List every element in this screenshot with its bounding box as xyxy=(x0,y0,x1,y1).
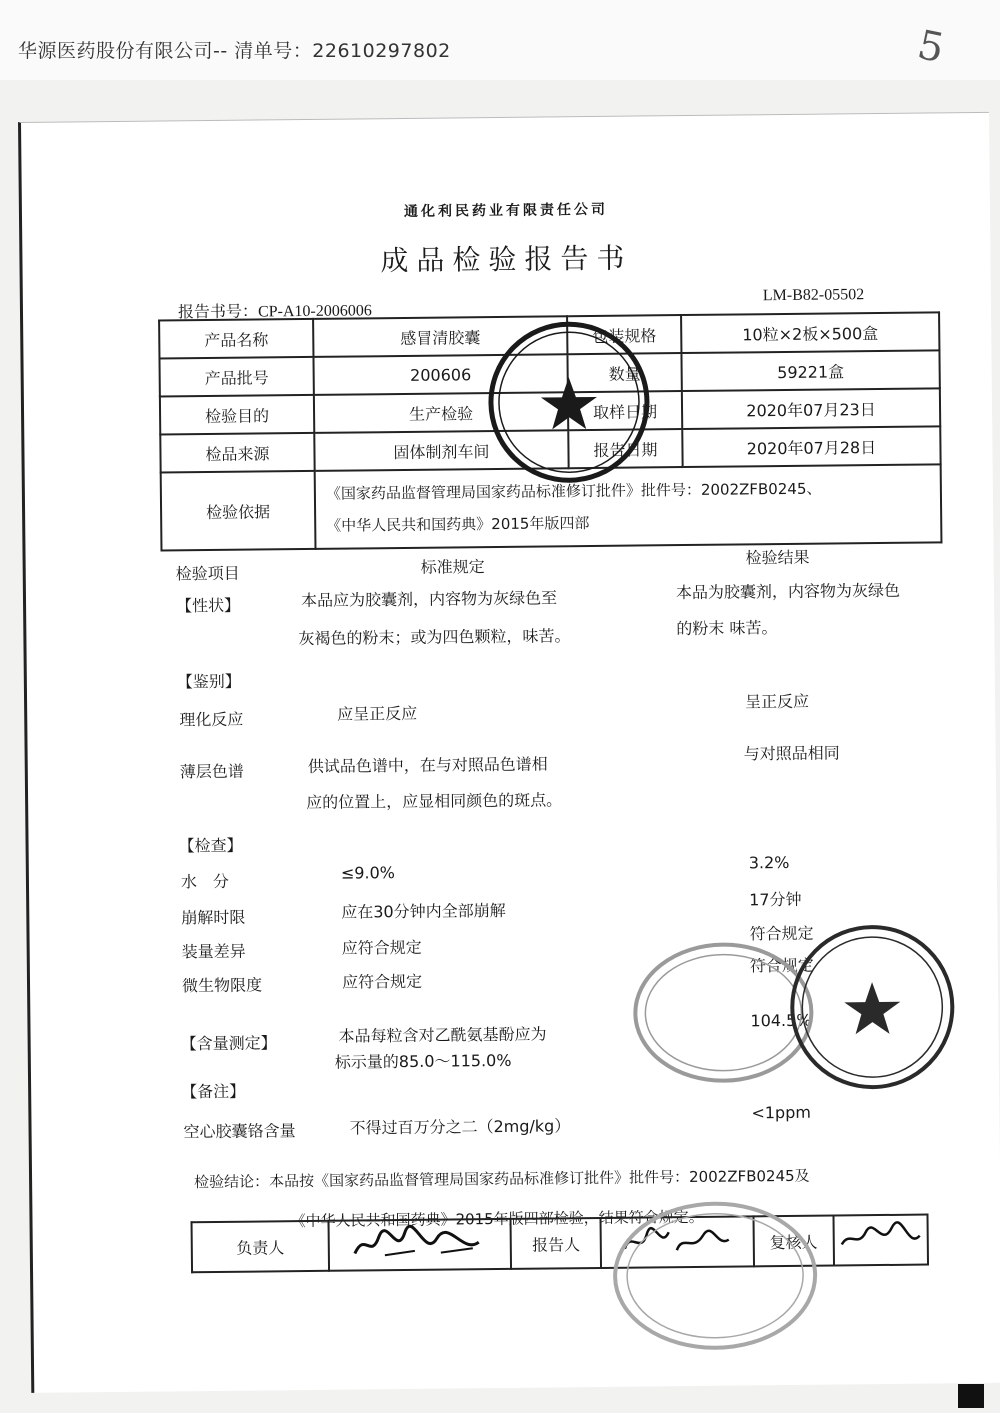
item-name: 薄层色谱 xyxy=(179,761,244,782)
standard-text: 应符合规定 xyxy=(341,937,422,958)
sample-source: 固体制剂车间 xyxy=(314,430,568,471)
cell-label: 检验依据 xyxy=(161,471,316,551)
standard-text: 应的位置上，应显相同颜色的斑点。 xyxy=(306,790,563,813)
report-number-value: CP-A10-2006006 xyxy=(257,302,372,321)
section-checks: 【检查】 xyxy=(178,835,243,856)
cell-label: 检品来源 xyxy=(160,433,314,473)
result-text: 符合规定 xyxy=(749,923,814,944)
inspection-purpose: 生产检验 xyxy=(314,392,568,433)
standard-text: 灰褐色的粉末；或为四色颗粒，味苦。 xyxy=(298,626,571,649)
basis-line: 《中华人民共和国药典》2015年版四部 xyxy=(326,514,590,535)
cell-label: 包装规格 xyxy=(567,315,681,354)
issuing-company: 通化利民药业有限责任公司 xyxy=(403,201,609,220)
cell-label: 报告日期 xyxy=(568,429,682,468)
product-name: 感冒清胶囊 xyxy=(313,316,567,357)
top-header-bar xyxy=(0,0,1000,80)
result-text: 的粉末 味苦。 xyxy=(676,618,778,639)
item-name: 水 分 xyxy=(180,871,230,892)
standard-text: 应呈正反应 xyxy=(337,703,418,724)
item-name: 空心胶囊铬含量 xyxy=(183,1121,296,1142)
item-name: 理化反应 xyxy=(179,709,244,730)
standard-text: 标示量的85.0～115.0% xyxy=(334,1050,512,1072)
list-label: 清单号： xyxy=(234,40,313,62)
standard-text: 应在30分钟内全部崩解 xyxy=(341,900,506,922)
cell-label: 检验目的 xyxy=(160,395,314,435)
cell-label: 产品名称 xyxy=(159,319,313,359)
reporter-label: 报告人 xyxy=(511,1218,601,1269)
result-text: 104.5% xyxy=(750,1010,812,1031)
column-header-item: 检验项目 xyxy=(175,563,240,584)
sample-date: 2020年07月23日 xyxy=(682,388,940,429)
cell-label: 产品批号 xyxy=(159,357,313,397)
result-text: 本品为胶囊剂，内容物为灰绿色 xyxy=(675,580,901,603)
batch-number: 200606 xyxy=(313,354,567,395)
reviewer-label: 复核人 xyxy=(753,1216,834,1267)
result-text: 符合规定 xyxy=(749,955,814,976)
standard-text: 供试品色谱中，在与对照品色谱相 xyxy=(307,754,548,777)
item-name: 微生物限度 xyxy=(181,975,263,996)
list-number: 22610297802 xyxy=(312,40,451,62)
result-text: <1ppm xyxy=(751,1102,811,1123)
column-header-result: 检验结果 xyxy=(745,547,810,568)
result-text: 呈正反应 xyxy=(745,691,810,712)
conclusion-line: 《中华人民共和国药典》2015年版四部检验，结果符合规定。 xyxy=(290,1207,704,1231)
handwritten-page-number: 5 xyxy=(913,21,948,73)
standard-text: ≤9.0% xyxy=(340,863,396,883)
report-number-label: 报告书号： xyxy=(177,303,259,322)
quality-inspection-seal xyxy=(483,316,655,488)
standard-text: 不得过百万分之二（2mg/kg） xyxy=(349,1116,571,1138)
quality-management-seal xyxy=(604,1195,826,1357)
reviewer-signature xyxy=(833,1215,928,1266)
company-label: 华源医药股份有限公司-- xyxy=(18,40,228,62)
result-text: 17分钟 xyxy=(749,889,802,910)
handwritten-signature-icon xyxy=(836,1218,926,1259)
report-sheet xyxy=(18,112,1000,1393)
section-properties: 【性状】 xyxy=(175,595,241,616)
conclusion-line: 检验结论：本品按《国家药品监督管理局国家药品标准修订批件》批件号：2002ZFB0245及 xyxy=(194,1166,810,1192)
standard-text: 应符合规定 xyxy=(341,971,423,992)
responsible-signature xyxy=(329,1219,512,1271)
basis-line: 《国家药品监督管理局国家药品标准修订批件》批件号：2002ZFB0245、 xyxy=(325,479,822,503)
section-assay: 【含量测定】 xyxy=(180,1033,277,1054)
item-name: 装量差异 xyxy=(181,941,246,962)
report-date: 2020年07月28日 xyxy=(682,426,940,467)
section-notes: 【备注】 xyxy=(181,1081,246,1102)
scan-edge-mark xyxy=(958,1384,984,1408)
cell-label: 取样日期 xyxy=(568,391,682,430)
standard-text: 本品每粒含对乙酰氨基酚应为 xyxy=(338,1024,547,1046)
page-title: 成品检验报告书 xyxy=(380,241,633,278)
column-header-standard: 标准规定 xyxy=(420,557,485,577)
result-text: 与对照品相同 xyxy=(743,743,840,764)
quality-assurance-seal xyxy=(779,921,966,1093)
result-text: 3.2% xyxy=(748,852,790,873)
cell-label: 数量 xyxy=(567,353,681,392)
item-name: 崩解时限 xyxy=(181,907,246,928)
responsible-label: 负责人 xyxy=(192,1221,330,1272)
package-spec: 10粒×2板×500盒 xyxy=(681,312,939,353)
form-number: LM-B82-05502 xyxy=(762,286,865,305)
handwritten-signature-icon xyxy=(345,1222,495,1264)
quantity: 59221盒 xyxy=(681,350,939,391)
section-identification: 【鉴别】 xyxy=(176,671,241,692)
header-line xyxy=(18,36,451,63)
standard-text: 本品应为胶囊剂，内容物为灰绿色至 xyxy=(300,588,558,611)
